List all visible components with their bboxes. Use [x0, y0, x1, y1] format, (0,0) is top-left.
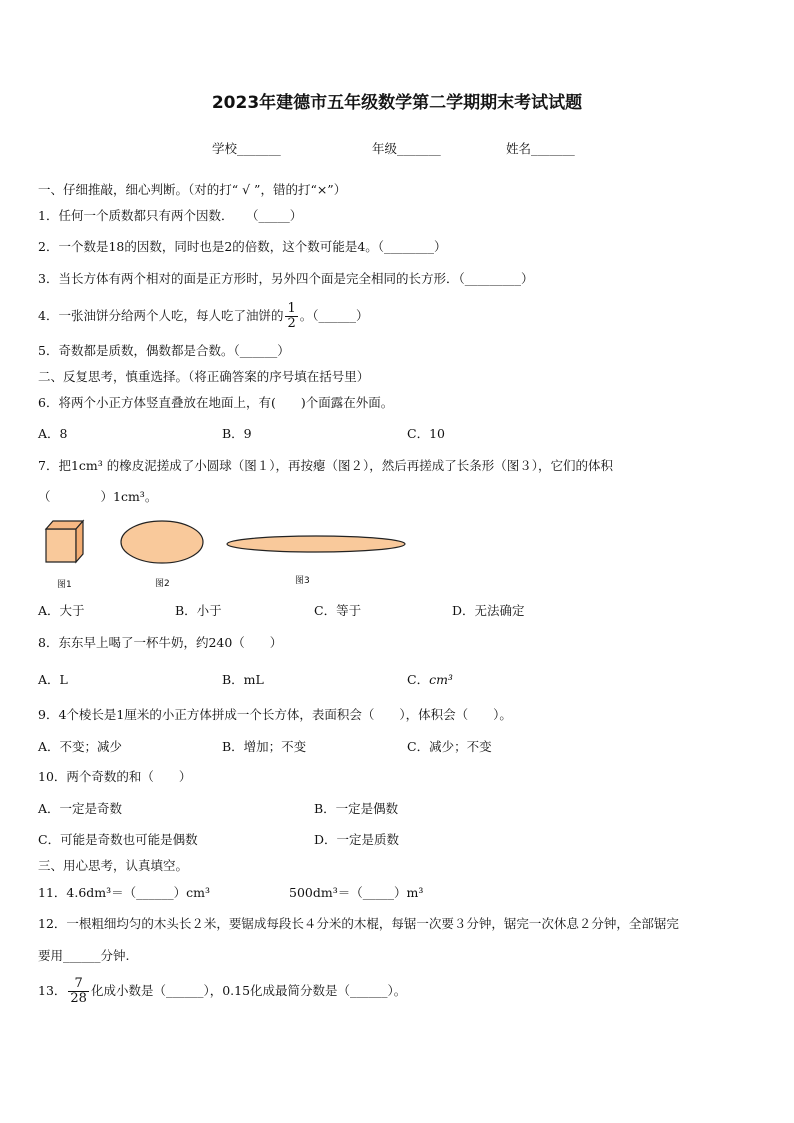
question-11b: 500dm³＝（_____）m³ — [289, 885, 424, 900]
fraction-one-half — [285, 302, 297, 331]
school-field: 学校_______ — [212, 141, 281, 156]
fraction-numerator: 7 — [74, 975, 83, 991]
option-9c: C．减少；不变 — [407, 739, 492, 754]
question-5: 5．奇数都是质数，偶数都是合数。（______） — [38, 343, 290, 358]
name-field: 姓名_______ — [506, 141, 575, 156]
fraction-denominator: 2 — [287, 315, 296, 331]
option-10a: A．一定是奇数 — [38, 801, 123, 816]
option-9a: A．不变；减少 — [38, 739, 123, 754]
figure-3-caption: 图3 — [295, 576, 310, 586]
question-3: 3．当长方体有两个相对的面是正方形时，另外四个面是完全相同的长方形．（_________） — [38, 271, 534, 286]
option-7c: C．等于 — [314, 603, 362, 618]
option-10d: D．一定是质数 — [314, 832, 400, 847]
option-6b: B．9 — [222, 426, 252, 441]
question-8: 8．东东早上喝了一杯牛奶，约240（ ） — [38, 635, 283, 650]
option-8b: B．mL — [222, 672, 264, 687]
long-strip-figure — [227, 536, 405, 552]
option-10b: B．一定是偶数 — [314, 801, 399, 816]
section-1-heading: 一、仔细推敲，细心判断。（对的打“ √ ”，错的打“×”） — [38, 182, 347, 197]
question-7-figures — [38, 512, 418, 592]
fraction-numerator: 1 — [287, 300, 296, 316]
figure-1-caption: 图1 — [57, 580, 72, 590]
question-4-tail: 。（______） — [299, 308, 369, 323]
question-11a: 11．4.6dm³＝（______）cm³ — [38, 885, 211, 900]
option-9b: B．增加；不变 — [222, 739, 307, 754]
section-2-heading: 二、反复思考，慎重选择。（将正确答案的序号填在括号里） — [38, 369, 370, 384]
question-13-number: 13． — [38, 983, 67, 998]
option-7b: B．小于 — [175, 603, 222, 618]
option-8c — [407, 672, 453, 688]
option-6c: C．10 — [407, 426, 445, 441]
question-7-line2: （ ）1cm³。 — [38, 489, 158, 504]
option-6a: A．8 — [38, 426, 68, 441]
question-13-text: 化成小数是（______），0.15化成最简分数是（______）。 — [90, 983, 407, 998]
figure-2-caption: 图2 — [155, 579, 170, 589]
cubic-cm-unit: cm³ — [429, 672, 453, 687]
page-title: 2023年建德市五年级数学第二学期期末考试试题 — [211, 93, 583, 113]
option-7a: A．大于 — [38, 603, 85, 618]
option-10c: C．可能是奇数也可能是偶数 — [38, 832, 198, 847]
question-13 — [38, 972, 406, 1010]
question-9: 9．4个棱长是1厘米的小正方体拼成一个长方体，表面积会（ ），体积会（ ）。 — [38, 707, 512, 722]
fraction-denominator: 28 — [70, 990, 87, 1006]
grade-field: 年级_______ — [372, 141, 441, 156]
question-4-text: 4．一张油饼分给两个人吃，每人吃了油饼的 — [38, 308, 284, 323]
question-12-line2: 要用______分钟. — [38, 948, 130, 963]
question-2: 2．一个数是18的因数，同时也是2的倍数，这个数可能是4。（________） — [38, 239, 447, 254]
question-6: 6．将两个小正方体竖直叠放在地面上，有( )个面露在外面。 — [38, 395, 394, 410]
fraction-seven-28ths — [68, 977, 89, 1006]
question-4 — [38, 298, 369, 334]
option-7d: D．无法确定 — [452, 603, 525, 618]
flattened-ball-figure — [121, 521, 203, 563]
cube-figure — [46, 521, 83, 562]
section-3-heading: 三、用心思考，认真填空。 — [38, 858, 189, 873]
option-8c-letter: C． — [407, 672, 430, 687]
question-10: 10．两个奇数的和（ ） — [38, 769, 192, 784]
question-12-line1: 12．一根粗细均匀的木头长２米，要锯成每段长４分米的木棍，每锯一次要３分钟，锯完一次休息２分钟，全部锯完 — [38, 916, 679, 931]
question-1: 1．任何一个质数都只有两个因数． （_____） — [38, 208, 303, 223]
option-8a: A．L — [38, 672, 68, 687]
question-7-line1: 7．把1cm³ 的橡皮泥搓成了小圆球（图１），再按瘪（图２），然后再搓成了长条形（图３），它们的体积 — [38, 458, 613, 473]
